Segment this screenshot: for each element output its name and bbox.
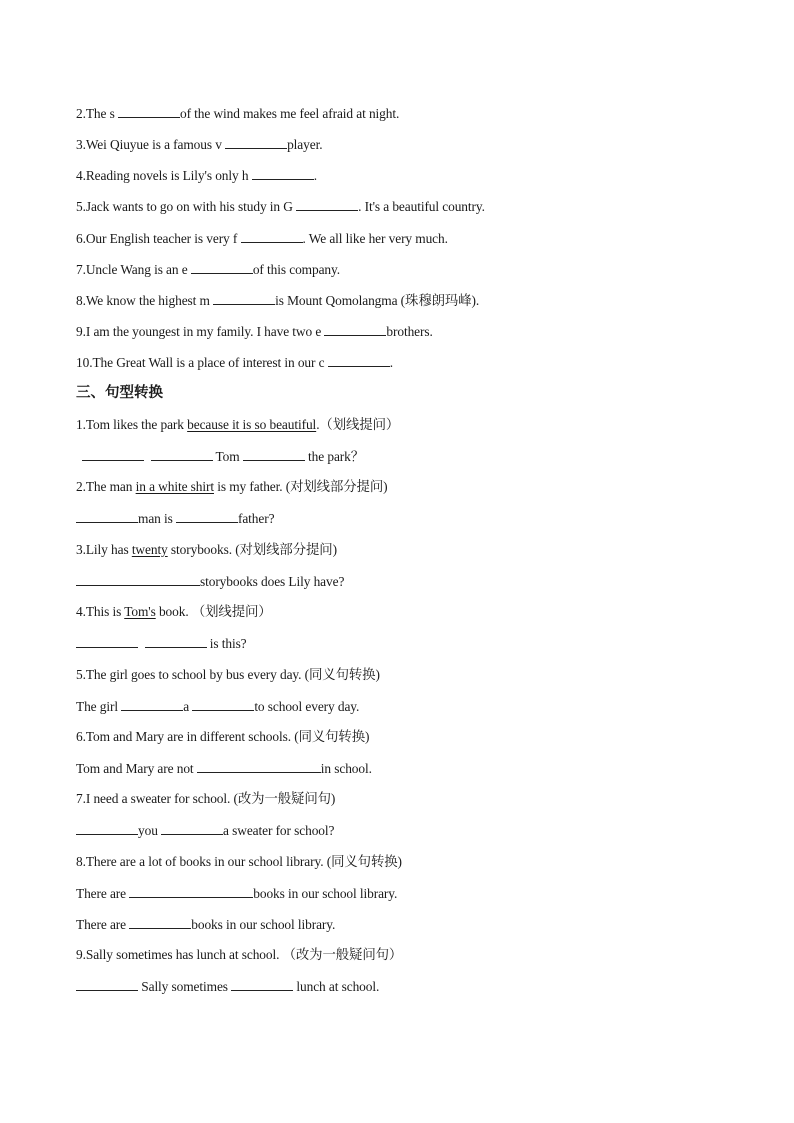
answer-blank[interactable] <box>145 634 207 648</box>
answer-blank[interactable] <box>213 291 275 305</box>
answer-blank[interactable] <box>296 197 358 211</box>
answer-blank[interactable] <box>176 509 238 523</box>
underlined-phrase: twenty <box>131 542 168 557</box>
answer-blank[interactable] <box>151 447 213 461</box>
transform-a5: The girl a to school every day. <box>76 699 360 714</box>
transform-q4: 4.This is Tom's book. （划线提问） <box>76 604 272 619</box>
answer-blank[interactable] <box>252 166 314 180</box>
answer-blank[interactable] <box>118 104 180 118</box>
vocab-item-4: 4.Reading novels is Lily's only h . <box>76 168 317 183</box>
vocab-item-10: 10.The Great Wall is a place of interest in our c . <box>76 355 393 370</box>
answer-blank[interactable] <box>121 697 183 711</box>
transform-a3: storybooks does Lily have? <box>76 572 344 591</box>
transform-a7: you a sweater for school? <box>76 821 334 840</box>
transform-a8-line2: There are books in our school library. <box>76 917 336 932</box>
answer-blank[interactable] <box>129 884 253 898</box>
transform-q1: 1.Tom likes the park because it is so beautiful.（划线提问） <box>76 417 400 432</box>
answer-blank[interactable] <box>161 821 223 835</box>
answer-blank[interactable] <box>231 977 293 991</box>
answer-blank[interactable] <box>76 977 138 991</box>
section-title: 三、句型转换 <box>76 385 163 401</box>
underlined-phrase: in a white shirt <box>135 479 214 494</box>
transform-q3: 3.Lily has twenty storybooks. (对划线部分提问) <box>76 542 337 557</box>
underlined-phrase: because it is so beautiful <box>187 417 317 432</box>
underlined-phrase: Tom's <box>124 604 156 619</box>
answer-blank[interactable] <box>192 697 254 711</box>
transform-q7: 7.I need a sweater for school. (改为一般疑问句) <box>76 791 336 806</box>
vocab-item-9: 9.I am the youngest in my family. I have two e brothers. <box>76 324 433 339</box>
answer-blank[interactable] <box>82 447 144 461</box>
answer-blank[interactable] <box>76 821 138 835</box>
transform-q8: 8.There are a lot of books in our school library. (同义句转换) <box>76 854 402 869</box>
transform-a4: is this? <box>76 634 247 653</box>
transform-q5: 5.The girl goes to school by bus every day. (同义句转换) <box>76 667 380 682</box>
answer-blank[interactable] <box>324 322 386 336</box>
answer-blank[interactable] <box>328 353 390 367</box>
vocab-item-5: 5.Jack wants to go on with his study in G . It's a beautiful country. <box>76 199 485 214</box>
vocab-item-3: 3.Wei Qiuyue is a famous v player. <box>76 137 323 152</box>
answer-blank[interactable] <box>129 915 191 929</box>
vocab-item-8: 8.We know the highest m is Mount Qomolangma (珠穆朗玛峰). <box>76 293 480 308</box>
answer-blank[interactable] <box>76 634 138 648</box>
vocab-item-2: 2.The s of the wind makes me feel afraid at night. <box>76 106 400 121</box>
answer-blank[interactable] <box>191 260 253 274</box>
transform-a8-line1: There are books in our school library. <box>76 886 398 901</box>
transform-a9: Sally sometimes lunch at school. <box>76 977 379 996</box>
answer-blank[interactable] <box>76 572 200 586</box>
transform-a6: Tom and Mary are not in school. <box>76 761 372 776</box>
vocab-item-7: 7.Uncle Wang is an e of this company. <box>76 262 340 277</box>
vocab-item-6: 6.Our English teacher is very f . We all like her very much. <box>76 231 448 246</box>
transform-a1: Tom the park？ <box>82 447 364 466</box>
answer-blank[interactable] <box>243 447 305 461</box>
answer-blank[interactable] <box>225 135 287 149</box>
transform-q9: 9.Sally sometimes has lunch at school. （改为一般疑问句） <box>76 947 403 962</box>
answer-blank[interactable] <box>76 509 138 523</box>
answer-blank[interactable] <box>197 759 321 773</box>
answer-blank[interactable] <box>241 229 303 243</box>
transform-a2: man is father? <box>76 509 274 528</box>
transform-q6: 6.Tom and Mary are in different schools. (同义句转换) <box>76 729 370 744</box>
transform-q2: 2.The man in a white shirt is my father. (对划线部分提问) <box>76 479 388 494</box>
